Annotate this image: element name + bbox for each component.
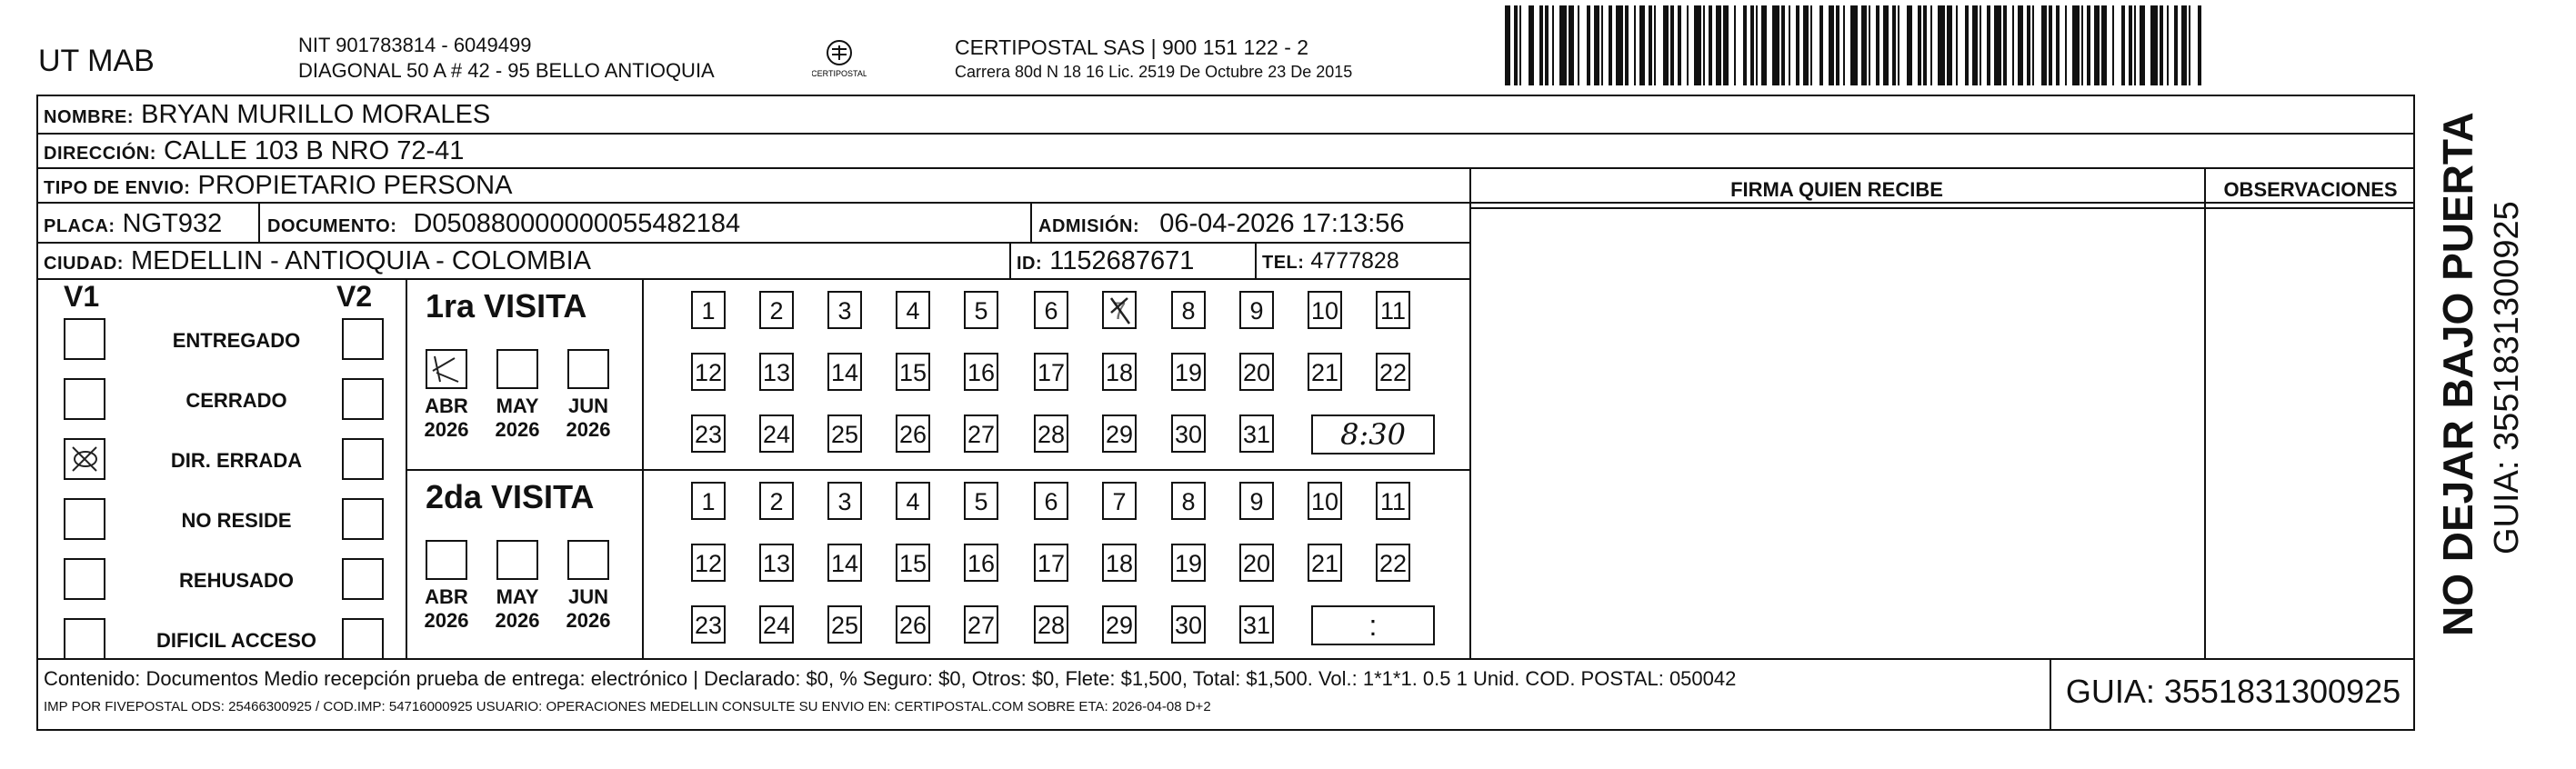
status-label: NO RESIDE bbox=[181, 509, 292, 532]
visit-day-box[interactable]: 3 bbox=[827, 291, 862, 329]
barcode-bar bbox=[1836, 5, 1839, 85]
barcode-bar bbox=[1634, 5, 1636, 85]
address-label: DIRECCIÓN: bbox=[44, 144, 156, 164]
barcode-bar bbox=[2129, 5, 2132, 85]
visit-day-box[interactable]: 7 bbox=[1102, 291, 1137, 329]
visit-month-checkbox[interactable] bbox=[496, 540, 538, 580]
visit-day-box[interactable]: 19 bbox=[1171, 544, 1206, 582]
visit-day-box[interactable]: 19 bbox=[1171, 353, 1206, 391]
visit-day-box[interactable]: 3 bbox=[827, 482, 862, 520]
signature-column-header: FIRMA QUIEN RECIBE bbox=[1730, 178, 1943, 201]
visit-month-checkbox[interactable] bbox=[426, 540, 467, 580]
barcode-bar bbox=[1601, 5, 1603, 85]
barcode-bar bbox=[2181, 5, 2187, 85]
status-v1-checkbox[interactable] bbox=[64, 558, 105, 600]
barcode-bar bbox=[1703, 5, 1705, 85]
visit-time-box[interactable]: : bbox=[1311, 605, 1435, 645]
visit-day-box[interactable]: 9 bbox=[1239, 482, 1274, 520]
visit-day-box[interactable]: 5 bbox=[964, 291, 998, 329]
footer-contents: Contenido: Documentos Medio recepción prueba de entrega: electrónico | Declarado: $0, % Seguro: $0, Otros: $0, Flete: $1,500, Total: $1,500. Vol.: 1*1*1. 0.5 1 Unid. COD. POSTAL: 050042 bbox=[44, 667, 1737, 690]
visit-day-box[interactable]: 29 bbox=[1102, 605, 1137, 644]
visit-day-box[interactable]: 6 bbox=[1034, 291, 1068, 329]
barcode-bar bbox=[1594, 5, 1599, 85]
visit-day-box[interactable]: 20 bbox=[1239, 353, 1274, 391]
barcode-bar bbox=[1587, 5, 1590, 85]
barcode-bar bbox=[2065, 5, 2067, 85]
side-guide-number: GUIA: 3551831300925 bbox=[2488, 201, 2526, 554]
barcode-bar bbox=[1519, 5, 1521, 85]
barcode-bar bbox=[1972, 5, 1978, 85]
visit-day-box[interactable]: 26 bbox=[896, 605, 930, 644]
visit-day-box[interactable]: 16 bbox=[964, 353, 998, 391]
barcode-bar bbox=[1876, 5, 1879, 85]
barcode-bar bbox=[1965, 5, 1969, 85]
tel-value: 4777828 bbox=[1310, 248, 1399, 274]
visit-day-box[interactable]: 14 bbox=[827, 544, 862, 582]
visit-time-box[interactable]: 8:30 bbox=[1311, 414, 1435, 454]
visit-day-box[interactable]: 20 bbox=[1239, 544, 1274, 582]
city-value: MEDELLIN - ANTIOQUIA - COLOMBIA bbox=[131, 246, 591, 275]
carrier-license: Carrera 80d N 18 16 Lic. 2519 De Octubre 23 De 2015 bbox=[955, 63, 1353, 81]
barcode-bar bbox=[2041, 5, 2047, 85]
visit-day-box[interactable]: 13 bbox=[759, 353, 794, 391]
visit-day-box[interactable]: 2 bbox=[759, 291, 794, 329]
visit-day-box[interactable]: 23 bbox=[691, 605, 726, 644]
barcode-bar bbox=[2101, 5, 2107, 85]
barcode-bar bbox=[1756, 5, 1758, 85]
visit-day-box[interactable]: 10 bbox=[1308, 291, 1342, 329]
city-label: CIUDAD: bbox=[44, 254, 124, 274]
barcode-bar bbox=[1892, 5, 1896, 85]
visit-day-box[interactable]: 12 bbox=[691, 544, 726, 582]
barcode-bar bbox=[1938, 5, 1945, 85]
barcode-bar bbox=[1861, 5, 1867, 85]
barcode-bar bbox=[1663, 5, 1669, 85]
visit-month-label: JUN 2026 bbox=[566, 394, 611, 442]
barcode-bar bbox=[1505, 5, 1510, 85]
visit-day-box[interactable]: 30 bbox=[1171, 414, 1206, 453]
barcode-bar bbox=[2081, 5, 2083, 85]
barcode-bar bbox=[2121, 5, 2125, 85]
first-visit-title: 1ra VISITA bbox=[426, 287, 587, 325]
barcode-bar bbox=[2134, 5, 2136, 85]
barcode-bar bbox=[1750, 5, 1754, 85]
visit-day-box[interactable]: 16 bbox=[964, 544, 998, 582]
admission-value: 06-04-2026 17:13:56 bbox=[1159, 209, 1405, 238]
barcode-bar bbox=[2112, 5, 2114, 85]
barcode-bar bbox=[1723, 5, 1729, 85]
footer-print-info: IMP POR FIVEPOSTAL ODS: 25466300925 / COD.IMP: 54716000925 USUARIO: OPERACIONES MEDELLIN CONSULTE SU ENVIO EN: CERTIPOSTAL.COM SOBRE ETA: 2026-04-08 D+2 bbox=[44, 699, 1211, 714]
visit-day-box[interactable]: 8 bbox=[1171, 291, 1206, 329]
barcode bbox=[1505, 5, 2210, 85]
footer-guide-number: GUIA: 3551831300925 bbox=[2065, 673, 2401, 710]
visit-day-box[interactable]: 28 bbox=[1034, 605, 1068, 644]
barcode-bar bbox=[1850, 5, 1858, 85]
visit-day-box[interactable]: 13 bbox=[759, 544, 794, 582]
barcode-bar bbox=[1819, 5, 1823, 85]
status-v2-checkbox[interactable] bbox=[342, 318, 384, 360]
visit-day-box[interactable]: 15 bbox=[896, 353, 930, 391]
barcode-bar bbox=[2056, 5, 2060, 85]
shipment-type: PROPIETARIO PERSONA bbox=[197, 171, 513, 200]
visit-day-box[interactable]: 11 bbox=[1376, 482, 1410, 520]
status-v1-checkbox[interactable] bbox=[64, 438, 105, 480]
barcode-bar bbox=[2140, 5, 2145, 85]
visit-day-box[interactable]: 22 bbox=[1376, 353, 1410, 391]
visit-month-label: JUN 2026 bbox=[566, 585, 611, 633]
visit-month-checkbox[interactable] bbox=[567, 349, 609, 389]
second-visit-title: 2da VISITA bbox=[426, 478, 595, 515]
v2-header: V2 bbox=[336, 280, 373, 313]
barcode-bar bbox=[2032, 5, 2034, 85]
visit-day-box[interactable]: 18 bbox=[1102, 353, 1137, 391]
barcode-bar bbox=[1743, 5, 1747, 85]
barcode-bar bbox=[1670, 5, 1674, 85]
visit-day-box[interactable]: 25 bbox=[827, 414, 862, 453]
barcode-bar bbox=[1947, 5, 1952, 85]
barcode-bar bbox=[1639, 5, 1645, 85]
visit-day-box[interactable]: 6 bbox=[1034, 482, 1068, 520]
visit-day-box[interactable]: 10 bbox=[1308, 482, 1342, 520]
visit-month-label: ABR 2026 bbox=[424, 394, 469, 442]
barcode-bar bbox=[1654, 5, 1656, 85]
status-v2-checkbox[interactable] bbox=[342, 378, 384, 420]
visit-day-box[interactable]: 22 bbox=[1376, 544, 1410, 582]
barcode-bar bbox=[1883, 5, 1889, 85]
visit-day-box[interactable]: 2 bbox=[759, 482, 794, 520]
barcode-bar bbox=[1810, 5, 1812, 85]
barcode-bar bbox=[1796, 5, 1799, 85]
recipient-name: BRYAN MURILLO MORALES bbox=[141, 100, 491, 129]
recipient-name-label: NOMBRE: bbox=[44, 107, 135, 127]
barcode-bar bbox=[2018, 5, 2023, 85]
visit-day-box[interactable]: 21 bbox=[1308, 353, 1342, 391]
visit-day-box[interactable]: 17 bbox=[1034, 544, 1068, 582]
shipment-type-label: TIPO DE ENVIO: bbox=[44, 178, 191, 198]
status-v2-checkbox[interactable] bbox=[342, 558, 384, 600]
barcode-bar bbox=[2167, 5, 2169, 85]
visit-day-box[interactable]: 29 bbox=[1102, 414, 1137, 453]
status-label: CERRADO bbox=[185, 389, 287, 412]
status-label: DIR. ERRADA bbox=[170, 449, 303, 472]
status-v2-checkbox[interactable] bbox=[342, 438, 384, 480]
barcode-bar bbox=[2174, 5, 2178, 85]
barcode-bar bbox=[2160, 5, 2163, 85]
visit-day-box[interactable]: 18 bbox=[1102, 544, 1137, 582]
barcode-bar bbox=[1569, 5, 1574, 85]
barcode-bar bbox=[1545, 5, 1549, 85]
barcode-bar bbox=[1625, 5, 1629, 85]
visit-day-box[interactable]: 30 bbox=[1171, 605, 1206, 644]
barcode-bar bbox=[1869, 5, 1870, 85]
barcode-bar bbox=[1709, 5, 1712, 85]
barcode-bar bbox=[1716, 5, 1721, 85]
visit-day-box[interactable]: 21 bbox=[1308, 544, 1342, 582]
visit-day-box[interactable]: 4 bbox=[896, 482, 930, 520]
barcode-bar bbox=[1694, 5, 1701, 85]
document-value: D050880000000055482184 bbox=[413, 209, 741, 238]
barcode-bar bbox=[1552, 5, 1554, 85]
barcode-bar bbox=[1994, 5, 2001, 85]
status-v1-checkbox[interactable] bbox=[64, 318, 105, 360]
barcode-bar bbox=[2150, 5, 2158, 85]
barcode-bar bbox=[1930, 5, 1932, 85]
status-v1-checkbox[interactable] bbox=[64, 378, 105, 420]
barcode-bar bbox=[1789, 5, 1790, 85]
barcode-bar bbox=[2189, 5, 2190, 85]
barcode-bar bbox=[2094, 5, 2100, 85]
barcode-bar bbox=[1649, 5, 1652, 85]
observations-column-header: OBSERVACIONES bbox=[2223, 178, 2398, 201]
sender-address: DIAGONAL 50 A # 42 - 95 BELLO ANTIOQUIA bbox=[298, 59, 715, 82]
nit: NIT 901783814 - 6049499 bbox=[298, 34, 532, 56]
barcode-bar bbox=[2087, 5, 2090, 85]
status-v1-checkbox[interactable] bbox=[64, 498, 105, 540]
visit-month-label: ABR 2026 bbox=[424, 585, 469, 633]
barcode-bar bbox=[1923, 5, 1927, 85]
admission-label: ADMISIÓN: bbox=[1038, 216, 1140, 236]
visit-day-box[interactable]: 27 bbox=[964, 414, 998, 453]
status-label: DIFICIL ACCESO bbox=[155, 629, 316, 652]
barcode-bar bbox=[1980, 5, 1981, 85]
visit-day-box[interactable]: 8 bbox=[1171, 482, 1206, 520]
barcode-bar bbox=[1529, 5, 1534, 85]
barcode-bar bbox=[1829, 5, 1834, 85]
visit-month-label: MAY 2026 bbox=[495, 394, 540, 442]
visit-month-checkbox[interactable] bbox=[496, 349, 538, 389]
visit-day-box[interactable]: 1 bbox=[691, 291, 726, 329]
barcode-bar bbox=[2003, 5, 2007, 85]
barcode-bar bbox=[1578, 5, 1579, 85]
visit-month-checkbox[interactable] bbox=[567, 540, 609, 580]
barcode-bar bbox=[1956, 5, 1958, 85]
visit-day-box[interactable]: 17 bbox=[1034, 353, 1068, 391]
visit-day-box[interactable]: 26 bbox=[896, 414, 930, 453]
barcode-bar bbox=[1843, 5, 1845, 85]
visit-day-box[interactable]: 5 bbox=[964, 482, 998, 520]
plate-row bbox=[44, 211, 222, 237]
barcode-bar bbox=[1761, 5, 1767, 85]
address-value: CALLE 103 B NRO 72-41 bbox=[163, 136, 465, 165]
barcode-bar bbox=[2198, 5, 2201, 85]
plate-label: PLACA: bbox=[44, 216, 115, 236]
status-label: ENTREGADO bbox=[172, 329, 301, 352]
barcode-bar bbox=[1803, 5, 1809, 85]
visit-day-box[interactable]: 12 bbox=[691, 353, 726, 391]
carrier-name: CERTIPOSTAL SAS | 900 151 122 - 2 bbox=[955, 35, 1309, 59]
barcode-bar bbox=[1734, 5, 1736, 85]
visit-day-box[interactable]: 11 bbox=[1376, 291, 1410, 329]
barcode-bar bbox=[2027, 5, 2030, 85]
document-label: DOCUMENTO: bbox=[267, 216, 397, 236]
barcode-bar bbox=[2072, 5, 2080, 85]
tel-row bbox=[1262, 250, 1399, 273]
status-v2-checkbox[interactable] bbox=[342, 498, 384, 540]
admission-row bbox=[1038, 211, 1405, 237]
status-label: REHUSADO bbox=[179, 569, 294, 592]
tel-label: TEL: bbox=[1262, 253, 1305, 273]
plate-value: NGT932 bbox=[122, 209, 223, 238]
city-row bbox=[44, 248, 591, 275]
barcode-bar bbox=[2049, 5, 2052, 85]
visit-month-label: MAY 2026 bbox=[495, 585, 540, 633]
barcode-bar bbox=[1898, 5, 1899, 85]
barcode-bar bbox=[1772, 5, 1779, 85]
visit-day-box[interactable]: 25 bbox=[827, 605, 862, 644]
visit-day-box[interactable]: 31 bbox=[1239, 605, 1274, 644]
visit-day-box[interactable]: 27 bbox=[964, 605, 998, 644]
barcode-bar bbox=[1559, 5, 1567, 85]
visit-day-box[interactable]: 14 bbox=[827, 353, 862, 391]
barcode-bar bbox=[1907, 5, 1912, 85]
recipient-name-row bbox=[44, 102, 490, 128]
barcode-bar bbox=[1987, 5, 1990, 85]
visit-day-box[interactable]: 24 bbox=[759, 414, 794, 453]
barcode-bar bbox=[1616, 5, 1623, 85]
document-row bbox=[267, 211, 740, 237]
id-label: ID: bbox=[1017, 254, 1043, 274]
barcode-bar bbox=[1687, 5, 1689, 85]
id-row bbox=[1017, 248, 1194, 275]
svg-text:CERTIPOSTAL: CERTIPOSTAL bbox=[812, 69, 867, 78]
visit-day-box[interactable]: 31 bbox=[1239, 414, 1274, 453]
v1-header: V1 bbox=[64, 280, 100, 313]
visit-day-box[interactable]: 1 bbox=[691, 482, 726, 520]
id-value: 1152687671 bbox=[1049, 246, 1195, 275]
visit-day-box[interactable]: 24 bbox=[759, 605, 794, 644]
visit-day-box[interactable]: 28 bbox=[1034, 414, 1068, 453]
certipostal-logo bbox=[812, 36, 867, 86]
visit-day-box[interactable]: 7 bbox=[1102, 482, 1137, 520]
visit-month-checkbox[interactable] bbox=[426, 349, 467, 389]
visit-day-box[interactable]: 15 bbox=[896, 544, 930, 582]
no-leave-under-door-warning: NO DEJAR BAJO PUERTA bbox=[2434, 112, 2481, 636]
visit-day-box[interactable]: 23 bbox=[691, 414, 726, 453]
address-row bbox=[44, 138, 464, 165]
company-name: UT MAB bbox=[38, 44, 155, 78]
status-v2-checkbox[interactable] bbox=[342, 618, 384, 660]
shipment-type-row bbox=[44, 173, 512, 199]
visit-day-box[interactable]: 4 bbox=[896, 291, 930, 329]
barcode-bar bbox=[1609, 5, 1612, 85]
barcode-bar bbox=[1514, 5, 1518, 85]
barcode-bar bbox=[2012, 5, 2014, 85]
status-v1-checkbox[interactable] bbox=[64, 618, 105, 660]
barcode-bar bbox=[1539, 5, 1543, 85]
barcode-bar bbox=[1781, 5, 1785, 85]
barcode-bar bbox=[1678, 5, 1681, 85]
barcode-bar bbox=[1918, 5, 1921, 85]
visit-day-box[interactable]: 9 bbox=[1239, 291, 1274, 329]
